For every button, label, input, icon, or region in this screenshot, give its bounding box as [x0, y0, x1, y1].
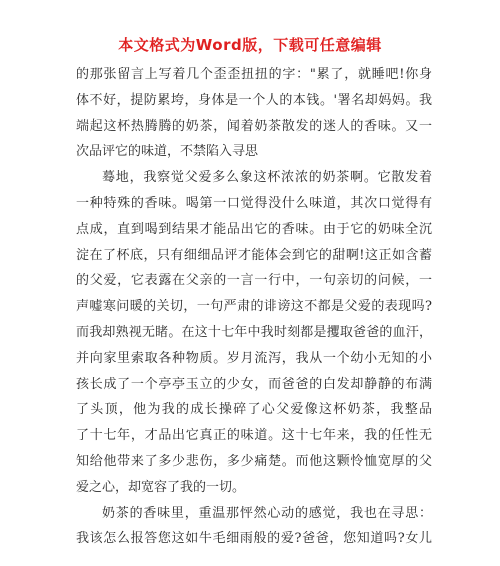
text-line: 的父爱，它表露在父亲的一言一行中，一句亲切的问候，一: [76, 273, 432, 289]
text-line: 次品评它的味道，不禁陷入寻思: [76, 144, 259, 160]
document-body: [76, 62, 432, 552]
text-line: 体不好，提防累垮，身体是一个人的本钱。'署名却妈妈。我: [76, 92, 432, 108]
text-line: 的那张留言上写着几个歪歪扭扭的字："累了，就睡吧!你身: [76, 67, 432, 82]
text-line: 了十七年，才品出它真正的味道。这十七年来，我的任性无: [76, 428, 432, 444]
text-line: 点成，直到喝到结果才能品出它的香味。由于它的奶味全沉: [76, 221, 432, 237]
text-line: 端起这杯热腾腾的奶茶，闻着奶茶散发的迷人的香味。又一: [76, 118, 432, 134]
text-line: 知给他带来了多少悲伤，多少痛楚。而他这颗怜恤宽厚的父: [76, 453, 432, 469]
text-line: 了头顶，他为我的成长操碎了心父爱像这杯奶茶，我整品: [76, 402, 432, 418]
document-header: 本文格式为Word版，下载可任意编辑: [118, 36, 382, 54]
text-line: 一种特殊的香味。喝第一口觉得没什么味道，其次口觉得有: [76, 195, 432, 211]
text-line: 爱之心，却宽容了我的一切。: [76, 479, 246, 495]
text-line: 声嘘寒问暖的关切，一句严肃的诽谤这不都是父爱的表现吗?: [76, 299, 432, 315]
text-line: 并向家里索取各种物质。岁月流泻，我从一个幼小无知的小: [76, 350, 432, 366]
text-line: 孩长成了一个亭亭玉立的少女，而爸爸的白发却静静的布满: [76, 376, 432, 392]
text-line: 奶茶的香味里，重温那怦然心动的感觉，我也在寻思：: [102, 505, 432, 521]
text-line: 而我却熟视无睹。在这十七年中我时刻都是攫取爸爸的血汗，: [76, 324, 432, 340]
text-line: 蓦地，我察觉父爱多么象这杯浓浓的奶茶啊。它散发着: [102, 170, 432, 186]
text-line: 淀在了杯底，只有细细品评才能体会到它的甜啊!这正如含蓄: [76, 247, 432, 263]
text-line: 我该怎么报答您这如牛毛细雨般的爱?爸爸，您知道吗?女儿: [76, 531, 432, 547]
